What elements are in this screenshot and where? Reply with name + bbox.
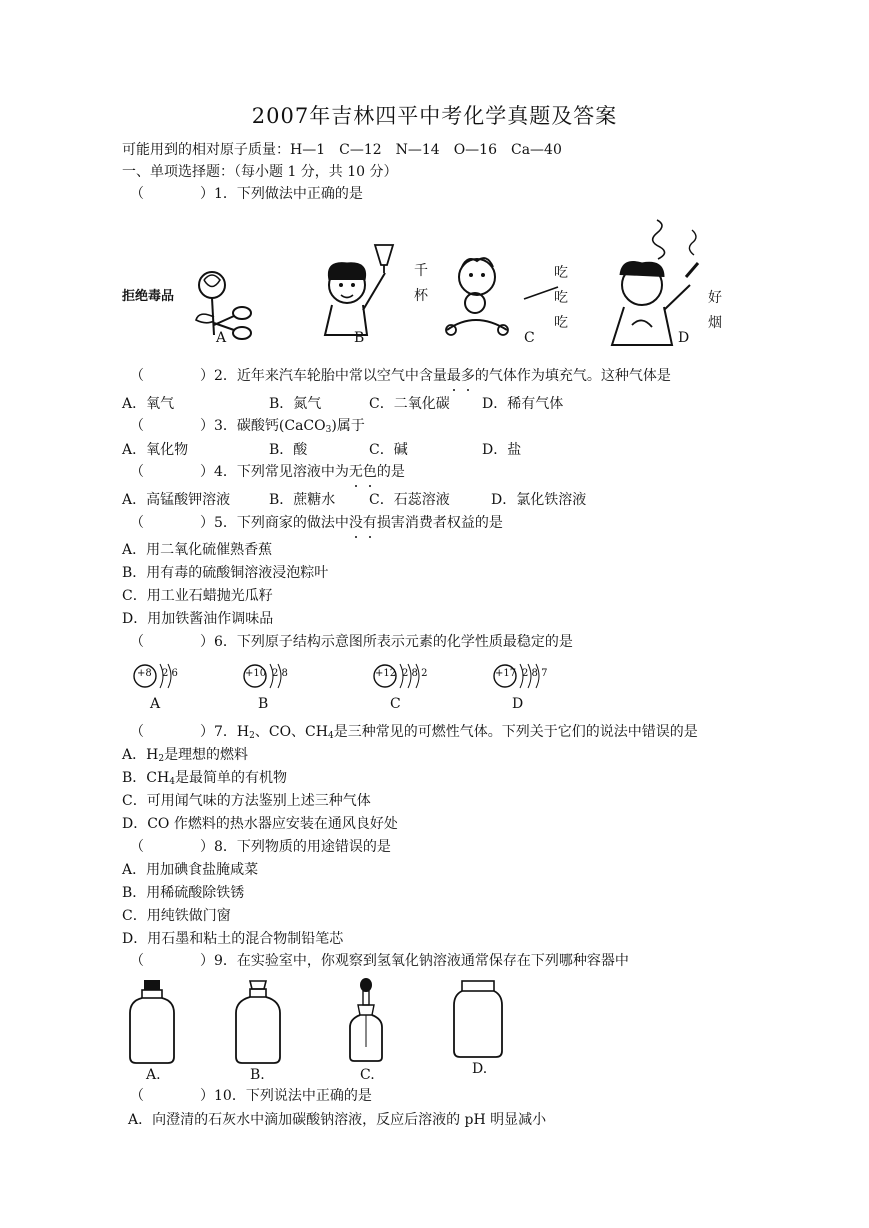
question-1: （ ）1．下列做法中正确的是 <box>130 186 363 202</box>
option-c[interactable]: C．用工业石蜡抛光瓜籽 <box>122 588 273 604</box>
option-a[interactable]: A．高锰酸钾溶液 <box>122 492 231 508</box>
smoke-text-2: 烟 <box>708 315 722 331</box>
option-a[interactable]: A．向澄清的石灰水中滴加碳酸钠溶液，反应后溶液的 pH 明显减小 <box>128 1112 547 1128</box>
option-b[interactable]: B．蔗糖水 <box>269 492 336 508</box>
question-4: （ ）4．下列常见溶液中为无色的是 <box>130 464 405 480</box>
q9-bottles <box>122 977 522 1083</box>
option-b[interactable]: B．用稀硫酸除铁锈 <box>122 885 245 901</box>
cup-text-1: 千 <box>414 263 428 279</box>
answer-blank[interactable]: （ ） <box>130 186 214 202</box>
q1-label-a: A <box>216 330 227 346</box>
bottle-label-a: A. <box>146 1067 161 1083</box>
question-6: （ ）6．下列原子结构示意图所表示元素的化学性质最稳定的是 <box>130 634 573 650</box>
eat-text-2: 吃 <box>554 290 568 306</box>
option-c[interactable]: C．石蕊溶液 <box>369 492 450 508</box>
bottle-label-b: B. <box>250 1067 265 1083</box>
option-a[interactable]: A．$H_2$是理想的燃料 <box>122 747 249 764</box>
option-a[interactable]: A．用二氧化硫催熟香蕉 <box>122 542 273 558</box>
eat-text-3: 吃 <box>554 315 568 331</box>
question-5: （ ）5．下列商家的做法中没有损害消费者权益的是 <box>130 515 503 531</box>
answer-blank[interactable]: （ ） <box>130 1088 214 1104</box>
cup-text-2: 杯 <box>414 288 428 304</box>
question-3: （ ）3．碳酸钙(CaCO$_3$)属于 <box>130 418 365 435</box>
smoking-person-icon <box>602 215 712 350</box>
flower-scissors-icon <box>184 225 274 350</box>
option-a[interactable]: A．氧气 <box>122 396 175 412</box>
smoke-text-1: 好 <box>708 290 722 306</box>
option-a[interactable]: A．用加碘食盐腌咸菜 <box>122 862 259 878</box>
atom-diagram-d: +17 2 8 7 D <box>490 658 570 716</box>
option-d[interactable]: D．盐 <box>482 442 522 458</box>
answer-blank[interactable]: （ ） <box>130 953 214 969</box>
atom-diagram-b: +10 2 8 B <box>240 658 310 716</box>
q3-options <box>122 440 521 460</box>
option-b[interactable]: B．用有毒的硫酸铜溶液浸泡粽叶 <box>122 565 329 581</box>
atom-diagram-c: +12 2 8 2 C <box>370 658 450 716</box>
answer-blank[interactable]: （ ） <box>130 464 214 480</box>
question-9: （ ）9．在实验室中，你观察到氢氧化钠溶液通常保存在下列哪种容器中 <box>130 953 629 969</box>
q1-label-c: C <box>524 330 535 346</box>
q1-illustrations <box>122 215 742 355</box>
question-2: （ ）2．近年来汽车轮胎中常以空气中含量最多的气体作为填充气。这种气体是 <box>130 368 671 384</box>
option-d[interactable]: D．CO 作燃料的热水器应安装在通风良好处 <box>122 816 398 832</box>
eat-text-1: 吃 <box>554 265 568 281</box>
eating-person-icon <box>437 225 527 350</box>
narrow-bottle-icon <box>126 977 196 1067</box>
option-c[interactable]: C．用纯铁做门窗 <box>122 908 231 924</box>
option-d[interactable]: D．氯化铁溶液 <box>491 492 587 508</box>
question-7: （ ）7．$H_2$、CO、$CH_4$是三种常见的可燃性气体。下列关于它们的说法中错误的是 <box>130 724 698 741</box>
atom-label: C <box>390 696 401 712</box>
option-b[interactable]: B．酸 <box>269 442 308 458</box>
glass-stopper-bottle-icon <box>230 977 300 1067</box>
atom-label: D <box>512 696 524 712</box>
answer-blank[interactable]: （ ） <box>130 368 214 384</box>
option-b[interactable]: B．氮气 <box>269 396 322 412</box>
q1-label-b: B <box>354 330 365 346</box>
option-a[interactable]: A．氧化物 <box>122 442 189 458</box>
atomic-masses: 可能用到的相对原子质量：H—1 C—12 N—14 O—16 Ca—40 <box>122 142 562 158</box>
slash-mark <box>522 283 562 303</box>
question-8: （ ）8．下列物质的用途错误的是 <box>130 839 391 855</box>
answer-blank[interactable]: （ ） <box>130 418 214 434</box>
wide-mouth-bottle-icon <box>452 977 522 1067</box>
answer-blank[interactable]: （ ） <box>130 724 214 740</box>
atom-label: B <box>258 696 269 712</box>
bottle-label-c: C. <box>360 1067 375 1083</box>
atom-label: A <box>150 696 161 712</box>
bottle-label-d: D. <box>472 1061 488 1077</box>
q4-options <box>122 490 586 510</box>
option-d[interactable]: D．用加铁酱油作调味品 <box>122 611 274 627</box>
answer-blank[interactable]: （ ） <box>130 839 214 855</box>
option-d[interactable]: D．稀有气体 <box>482 396 564 412</box>
dropper-bottle-icon <box>344 977 404 1067</box>
option-c[interactable]: C．可用闻气味的方法鉴别上述三种气体 <box>122 793 371 809</box>
option-b[interactable]: B．$CH_4$是最简单的有机物 <box>122 770 287 787</box>
q1-label-d: D <box>678 330 690 346</box>
question-10: （ ）10．下列说法中正确的是 <box>130 1088 372 1104</box>
atom-diagram-a: +8 2 6 A <box>130 658 200 716</box>
answer-blank[interactable]: （ ） <box>130 634 214 650</box>
page-title: 2007年吉林四平中考化学真题及答案 <box>251 104 618 128</box>
option-c[interactable]: C．二氧化碳 <box>369 396 450 412</box>
option-d[interactable]: D．用石墨和粘土的混合物制铅笔芯 <box>122 931 344 947</box>
poster-text: 拒绝毒品 <box>122 289 175 304</box>
section-heading: 一、单项选择题：（每小题 1 分，共 10 分） <box>122 164 398 180</box>
q2-options <box>122 394 563 414</box>
option-c[interactable]: C．碱 <box>369 442 408 458</box>
atom-diagrams <box>130 658 570 716</box>
answer-blank[interactable]: （ ） <box>130 515 214 531</box>
